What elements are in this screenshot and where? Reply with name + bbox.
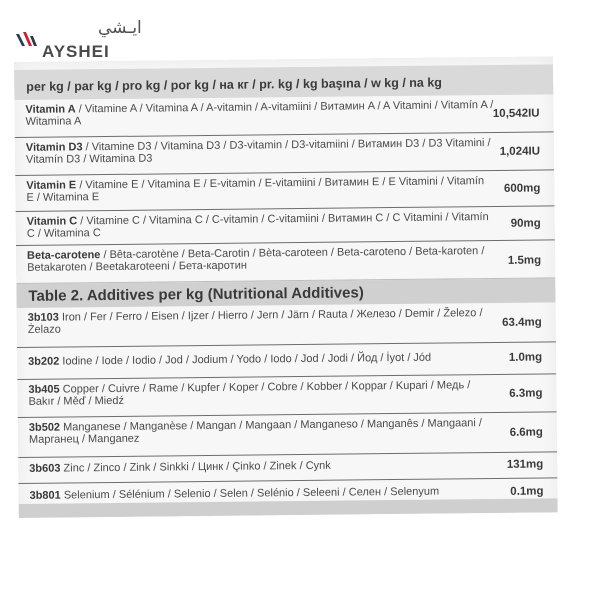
additive-value: 63.4mg [502,316,542,329]
additive-description: 3b103 Iron / Fer / Ferro / Eisen / Ijzer / Hierro / Jern / Järn / Rauta / Железо / Demir / Železo / Żelazo [27,307,483,336]
vitamin-value: 600mg [503,182,541,195]
vitamin-row [16,240,555,284]
additive-description: 3b202 Iodine / Iode / Iodio / Jod / Jodium / Yodo / Iodo / Jod / Jodi / Йод / İyot / Jód [28,351,432,368]
vitamin-row [15,132,554,176]
additive-description: 3b603 Zinc / Zinco / Zink / Sinkki / Цинк / Çinko / Zinek / Cynk [29,459,331,475]
vitamin-value: 1,024IU [499,145,541,158]
vitamin-description: Vitamin C / Vitamine C / Vitamina C / C-vitamin / C-vitamiini / Витамин C / C Vitamini / Vitamín C / Witamina C [26,211,489,240]
additive-description: 3b502 Manganese / Manganèse / Mangan / Mangaan / Manganeso / Manganês / Mangaani / Марганец / Manganez [28,417,483,446]
vitamin-value: 10,542IU [492,107,540,120]
vitamin-value: 1.5mg [507,254,542,267]
nutrition-label [14,56,558,518]
additive-value: 131mg [506,458,544,471]
additive-description: 3b801 Selenium / Sélénium / Selenio / Selen / Selénio / Seleeni / Селен / Selenyum [29,485,440,502]
brand-logo [12,16,152,60]
vitamin-description: Vitamin A / Vitamine A / Vitamina A / A-vitamin / A-vitamiini / Витамин A / A Vitamini / Vitamín A / Witamina A [25,98,494,128]
brand-mark-icon [14,28,38,50]
additive-description: 3b405 Copper / Cuivre / Rame / Kupfer / Koper / Cobre / Kobber / Koppar / Kupari / Медь / Bakır / Měď / Miedź [28,379,471,408]
vitamin-row [14,94,553,138]
vitamin-value: 90mg [510,217,541,230]
additive-value: 0.1mg [510,485,544,498]
vitamin-row [16,206,555,246]
additive-row [17,302,556,348]
additive-row [17,374,556,418]
vitamin-row [15,170,554,212]
additive-value: 1.0mg [508,351,543,364]
brand-arabic-name: ايـشي [98,18,142,38]
additive-row [18,412,557,458]
units-header: per kg / par kg / pro kg / por kg / на кг / pr. kg / kg başına / w kg / na kg [14,64,553,100]
brand-name: AYSHEI [42,42,110,61]
vitamin-description: Vitamin D3 / Vitamine D3 / Vitamina D3 / D3-vitamin / D3-vitamiini / Витамин D3 / D3 Vitamini / Vitamín D3 / Witamina D3 [25,137,491,166]
vitamin-description: Vitamin E / Vitamine E / Vitamina E / E-vitamin / E-vitamiini / Витамин E / E Vitamini / Vitamín E / Witamina E [26,175,485,204]
additive-value: 6.6mg [509,426,543,439]
additive-value: 6.3mg [509,387,543,400]
vitamin-description: Beta-carotene / Bêta-carotène / Beta-Carotin / Bèta-caroteen / Beta-caroteno / Beta-karoten / Betakaroten / Beetakaroteeni / Бета-каротин [26,245,485,274]
table2-title: Table 2. Additives per kg (Nutritional Additives) [16,278,555,308]
